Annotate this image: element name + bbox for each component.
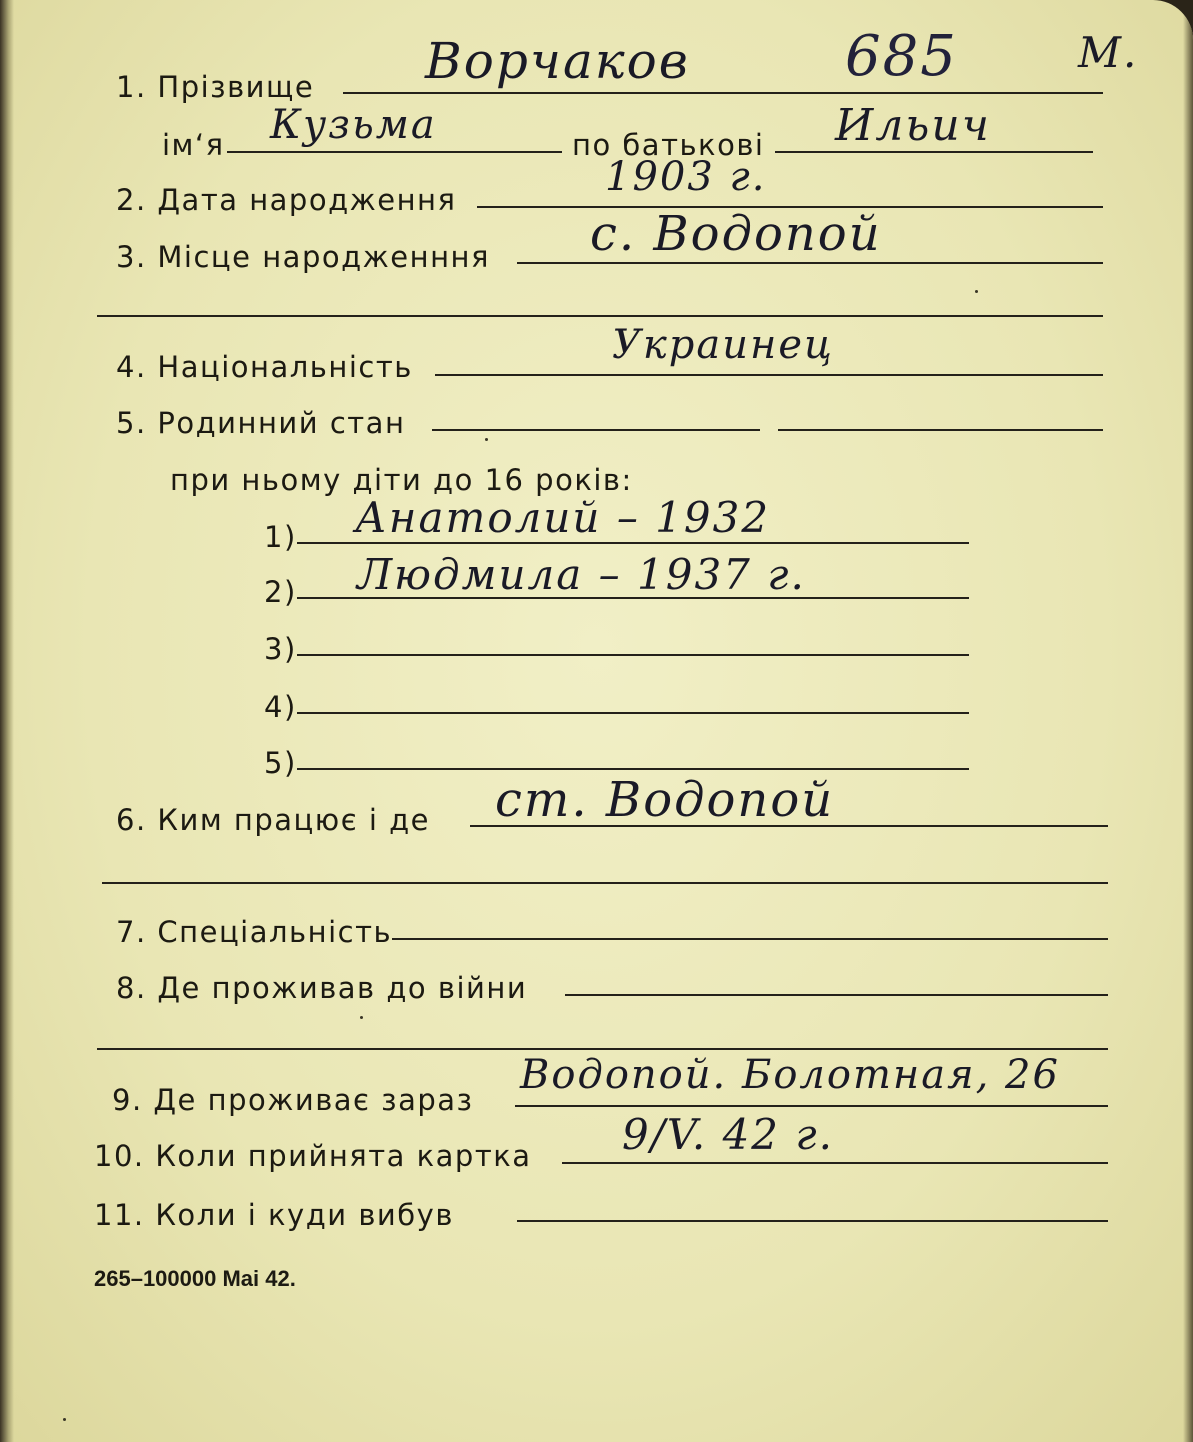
field-patronymic-label: по батькові [572, 128, 765, 162]
child-1-line [297, 542, 969, 544]
field-departure-label: 11. Коли і куди вибув [94, 1198, 454, 1232]
field-birthplace-label: 3. Місце народженння [116, 240, 490, 274]
patronymic-value: Ильич [835, 100, 992, 151]
field-family-status-label: 5. Родинний стан [116, 406, 406, 440]
paper-speck [485, 438, 488, 441]
child-1-number: 1) [264, 520, 297, 554]
family-status-line-b [778, 429, 1103, 431]
field-nationality-label: 4. Національність [116, 350, 413, 384]
nationality-value: Украинец [612, 322, 834, 368]
child-5-number: 5) [264, 746, 297, 780]
print-code: 265–100000 Mai 42. [94, 1266, 296, 1291]
current-address-line [515, 1105, 1108, 1107]
name-line [227, 151, 562, 153]
field-birthdate-label: 2. Дата народження [116, 183, 457, 217]
child-3-line [297, 654, 969, 656]
field-current-address-label: 9. Де проживає зараз [112, 1083, 474, 1117]
surname-line [343, 92, 1103, 94]
child-4-number: 4) [264, 690, 297, 724]
card-number-value: 685 [845, 24, 958, 89]
prewar-address-line [565, 994, 1108, 996]
field-surname-label: 1. Прізвище [116, 70, 315, 104]
paper-speck [360, 1016, 363, 1019]
work-line-2 [102, 882, 1108, 884]
child-3-number: 3) [264, 632, 297, 666]
child-2-number: 2) [264, 575, 297, 609]
departure-line [517, 1220, 1108, 1222]
prewar-address-line-2 [97, 1048, 1108, 1050]
child-5-line [297, 768, 969, 770]
field-card-accepted-label: 10. Коли прийнята картка [94, 1139, 532, 1173]
work-value: ст. Водопой [495, 772, 835, 828]
child-4-line [297, 712, 969, 714]
specialty-line [392, 938, 1108, 940]
current-address-value: Водопой. Болотная, 26 [520, 1052, 1060, 1098]
card-accepted-value: 9/V. 42 г. [622, 1110, 834, 1159]
child-2-value: Людмила – 1937 г. [357, 550, 806, 599]
family-status-line-a [432, 429, 760, 431]
field-specialty-label: 7. Спеціальність [116, 915, 393, 949]
first-name-value: Кузьма [270, 102, 437, 148]
child-1-value: Анатолий – 1932 [355, 493, 771, 542]
field-name-label: ім‘я [162, 128, 225, 162]
paper-speck [63, 1418, 66, 1421]
nationality-line [435, 374, 1103, 376]
surname-value: Ворчаков [425, 32, 690, 90]
children-label: при ньому діти до 16 років: [170, 463, 633, 497]
birthplace-value: с. Водопой [590, 206, 882, 262]
field-work-label: 6. Ким працює і де [116, 803, 431, 837]
birthdate-value: 1903 г. [605, 154, 767, 200]
card-accepted-line [562, 1162, 1108, 1164]
patronymic-line [775, 151, 1093, 153]
birthplace-line-2 [97, 315, 1103, 317]
birthplace-line [517, 262, 1103, 264]
paper-speck [975, 290, 978, 293]
field-prewar-address-label: 8. Де проживав до війни [116, 971, 528, 1005]
sex-mark-value: М. [1078, 28, 1139, 77]
